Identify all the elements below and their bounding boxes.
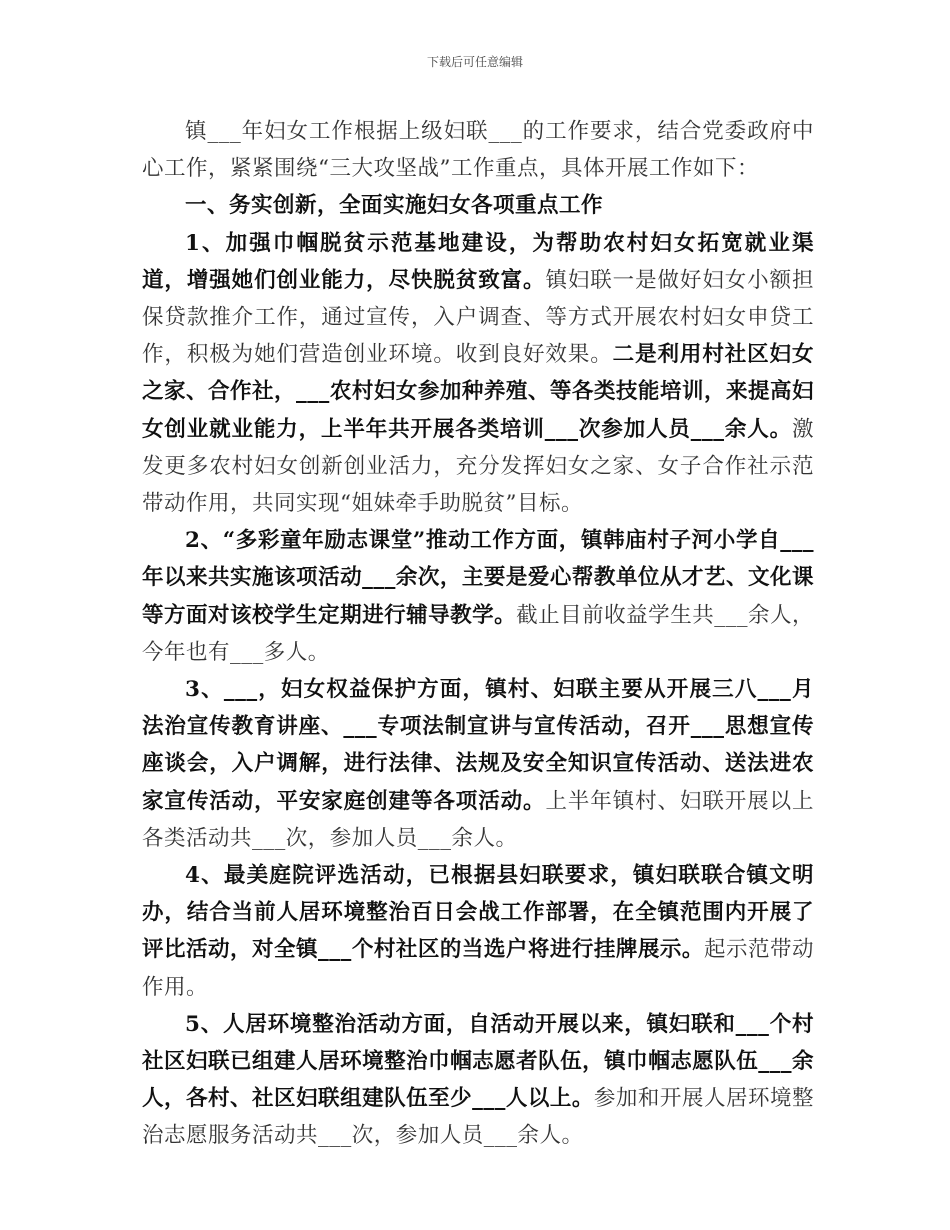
text-run: 起示范带动作用。 <box>142 937 814 1000</box>
paragraph-intro <box>142 113 814 187</box>
text-run-bold: 2、“多彩童年励志课堂”推动工作方面，镇韩庙村子河小学自___年以来共实施该项活动___余次，主要是爱心帮教单位从才艺、文化课等方面对该校学生定期进行辅导教学。 <box>142 528 814 628</box>
text-run-bold: 4、最美庭院评选活动，已根据县妇联要求，镇妇联联合镇文明办，结合当前人居环境整治百日会战工作部署，在全镇范围内开展了评比活动，对全镇___个村社区的当选户将进行挂牌展示。 <box>142 863 814 963</box>
paragraph-item-2 <box>142 522 814 671</box>
text-run: 参加和开展人居环境整治志愿服务活动共___次，参加人员___余人。 <box>142 1086 814 1149</box>
paragraph-item-5 <box>142 1006 814 1155</box>
text-run: 镇妇联一是做好妇女小额担保贷款推介工作，通过宣传，入户调查、等方式开展农村妇女申贷工作，积极为她们营造创业环境。收到良好效果。 <box>142 267 814 368</box>
text-run-bold: 3、___，妇女权益保护方面，镇村、妇联主要从开展三八___月法治宣传教育讲座、___专项法制宣讲与宣传活动，召开___思想宣传座谈会，入户调解，进行法律、法规及安全知识宣传活动、送法进农家宣传活动，平安家庭创建等各项活动。 <box>142 677 814 814</box>
section-heading <box>142 187 814 224</box>
paragraph-item-4 <box>142 857 814 1006</box>
text-run: 镇___年妇女工作根据上级妇联___的工作要求，结合党委政府中心工作，紧紧围绕“三大攻坚战”工作重点，具体开展工作如下： <box>142 119 814 182</box>
text-run-bold: 5、人居环境整治活动方面，自活动开展以来，镇妇联和___个村社区妇联已组建人居环境整治巾帼志愿者队伍，镇巾帼志愿队伍___余人，各村、社区妇联组建队伍至少___人以上。 <box>142 1011 814 1112</box>
text-run: 上半年镇村、妇联开展以上各类活动共___次，参加人员___余人。 <box>142 788 814 851</box>
page-header: 下载后可任意编辑 <box>426 55 523 69</box>
paragraph-item-1 <box>142 225 814 523</box>
text-run-bold: 一、务实创新，全面实施妇女各项重点工作 <box>185 193 604 219</box>
paragraph-item-3 <box>142 671 814 857</box>
text-run-bold: 1、加强巾帼脱贫示范基地建设，为帮助农村妇女拓宽就业渠道，增强她们创业能力，尽快脱贫致富。 <box>142 230 814 293</box>
document-body <box>142 113 814 1155</box>
text-run-bold: 二是利用村社区妇女之家、合作社，___农村妇女参加种养殖、等各类技能培训，来提高妇女创业就业能力，上半年共开展各类培训___次参加人员___余人。 <box>142 342 814 442</box>
text-run: 激发更多农村妇女创新创业活力，充分发挥妇女之家、女子合作社示范带动作用，共同实现“姐妹牵手助脱贫”目标。 <box>142 416 814 517</box>
text-run: 截止目前收益学生共___余人，今年也有___多人。 <box>142 602 814 665</box>
